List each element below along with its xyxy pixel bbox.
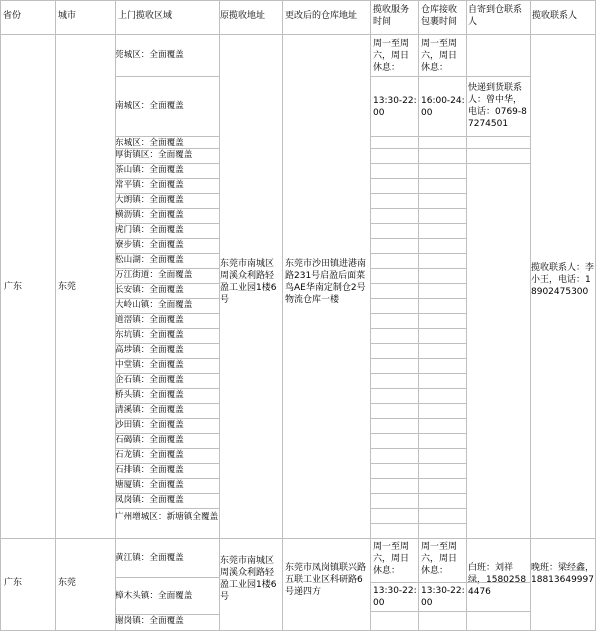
- block1-pickup-days: 周一至周六，周日休息：: [373, 39, 410, 73]
- grid-line: [370, 493, 466, 494]
- area-item: 塘厦镇：全面覆盖: [115, 480, 184, 490]
- grid-line: [115, 0, 116, 631]
- area-item: 石碣镇：全面覆盖: [115, 435, 184, 445]
- area-item: 石排镇：全面覆盖: [115, 465, 184, 475]
- area-item: 松山湖：全面覆盖: [115, 255, 184, 265]
- area-item: 万江街道：全面覆盖: [115, 270, 193, 280]
- grid-line: [115, 193, 219, 194]
- grid-line: [370, 178, 466, 179]
- grid-line: [466, 148, 530, 149]
- grid-line: [370, 582, 530, 583]
- grid-line: [115, 343, 219, 344]
- grid-line: [370, 388, 466, 389]
- grid-line: [115, 223, 219, 224]
- area-item: 中堂镇：全面覆盖: [115, 360, 184, 370]
- block2-pickup-contact: 晚班：梁经鑫，18813649997: [531, 563, 595, 585]
- grid-line: [370, 238, 466, 239]
- header-province: 省份: [3, 11, 22, 21]
- grid-line: [370, 298, 466, 299]
- area-item: 常平镇：全面覆盖: [115, 180, 184, 190]
- grid-line: [466, 0, 467, 631]
- area-item: 东城区：全面覆盖: [115, 138, 184, 148]
- grid-line: [370, 0, 371, 631]
- area-item: 东坑镇：全面覆盖: [115, 330, 184, 340]
- grid-line: [370, 523, 466, 524]
- grid-line: [115, 148, 219, 149]
- grid-line: [115, 577, 219, 578]
- grid-line: [219, 0, 220, 631]
- grid-line: [115, 418, 219, 419]
- grid-line: [466, 163, 530, 164]
- grid-line: [115, 508, 219, 509]
- header-self-contact: 自寄到仓联系人: [468, 5, 523, 27]
- area-item: 企石镇：全面覆盖: [115, 375, 184, 385]
- grid-line: [370, 478, 466, 479]
- grid-line: [115, 373, 219, 374]
- grid-line: [370, 76, 466, 77]
- grid-line: [370, 508, 466, 509]
- grid-line: [115, 448, 219, 449]
- grid-line: [370, 373, 466, 374]
- header-area: 上门揽收区域: [118, 11, 173, 21]
- grid-line: [0, 538, 596, 539]
- area-item: 凤岗镇：全面覆盖: [115, 495, 184, 505]
- block2-pickup-hours: 13:30-22:00: [373, 586, 417, 608]
- area-item: 高埗镇：全面覆盖: [115, 345, 184, 355]
- grid-line: [370, 313, 466, 314]
- block2-warehouse-days: 周一至周六，周日休息：: [421, 542, 458, 576]
- grid-line: [370, 448, 466, 449]
- grid-line: [115, 433, 219, 434]
- grid-line: [370, 223, 466, 224]
- grid-line: [370, 163, 466, 164]
- block2-self-contact: 白班：刘祥绿，15802584476: [468, 563, 527, 597]
- block1-province: 广东: [4, 282, 23, 292]
- header-warehouse-time: 仓库接收包裹时间: [421, 5, 458, 27]
- area-item: 横沥镇：全面覆盖: [115, 210, 184, 220]
- block1-orig-addr: 东莞市南城区周溪众利路轻盈工业园1楼6号: [220, 259, 277, 305]
- grid-line: [0, 0, 1, 631]
- grid-line: [115, 253, 219, 254]
- grid-line: [466, 76, 530, 77]
- header-pickup-time: 揽收服务时间: [373, 5, 410, 27]
- grid-line: [466, 136, 530, 137]
- block2-province: 广东: [4, 578, 23, 588]
- block2-pickup-days: 周一至周六，周日休息：: [373, 542, 410, 576]
- grid-line: [115, 614, 219, 615]
- area-item: 长安镇：全面覆盖: [115, 285, 184, 295]
- grid-line: [115, 238, 219, 239]
- grid-line: [115, 388, 219, 389]
- grid-line: [115, 268, 219, 269]
- block1-pickup-hours: 13:30-22:00: [373, 96, 417, 118]
- header-city: 城市: [58, 11, 77, 21]
- header-new-addr: 更改后的仓库地址: [285, 11, 358, 21]
- area-item: 石龙镇：全面覆盖: [115, 450, 184, 460]
- grid-line: [370, 283, 466, 284]
- grid-line: [115, 163, 219, 164]
- area-item: 道滘镇：全面覆盖: [115, 315, 184, 325]
- area-item: 桥头镇：全面覆盖: [115, 390, 184, 400]
- block1-new-addr: 东莞市沙田镇进港南路231号启盈后面菜鸟AE华南定制仓2号物流仓库一楼: [285, 259, 367, 305]
- grid-line: [115, 76, 219, 77]
- grid-line: [115, 283, 219, 284]
- area-item: 谢岗镇：全面覆盖: [115, 616, 184, 626]
- grid-line: [370, 136, 466, 137]
- grid-line: [370, 343, 466, 344]
- area-item: 厚街镇区：全面覆盖: [115, 150, 193, 160]
- area-item: 大朗镇：全面覆盖: [115, 195, 184, 205]
- area-item: 樟木头镇：全面覆盖: [115, 590, 193, 601]
- grid-line: [370, 328, 466, 329]
- block2-warehouse-hours: 13:30-22:00: [421, 586, 465, 608]
- grid-line: [370, 433, 466, 434]
- grid-line: [115, 178, 219, 179]
- grid-line: [115, 328, 219, 329]
- area-item: 虎门镇：全面覆盖: [115, 225, 184, 235]
- block1-warehouse-days: 周一至周六，周日休息：: [421, 39, 458, 73]
- grid-line: [0, 34, 596, 35]
- grid-line: [115, 358, 219, 359]
- area-item: 寮步镇：全面覆盖: [115, 240, 184, 250]
- area-item: 茶山镇：全面覆盖: [115, 165, 184, 175]
- block1-city: 东莞: [58, 282, 77, 292]
- grid-line: [370, 463, 466, 464]
- grid-line: [115, 298, 219, 299]
- grid-line: [55, 0, 56, 631]
- grid-line: [370, 148, 466, 149]
- area-item: 大岭山镇：全面覆盖: [115, 300, 193, 310]
- block1-warehouse-hours: 16:00-24:00: [421, 96, 465, 118]
- area-item: 清溪镇：全面覆盖: [115, 405, 184, 415]
- block1-pickup-contact: 揽收联系人：李小王，电话：18902475300: [531, 263, 595, 297]
- grid-line: [0, 0, 596, 1]
- block2-new-addr: 东莞市凤岗镇联兴路五联工业区科研路6号递四方: [285, 563, 367, 597]
- grid-line: [115, 478, 219, 479]
- header-orig-addr: 原揽收地址: [220, 11, 266, 21]
- grid-line: [115, 463, 219, 464]
- grid-line: [115, 493, 219, 494]
- area-item: 黄江镇：全面覆盖: [115, 552, 184, 563]
- block2-city: 东莞: [58, 578, 77, 588]
- grid-line: [115, 313, 219, 314]
- grid-line: [370, 611, 530, 612]
- area-item: 南城区：全面覆盖: [115, 101, 184, 111]
- area-item: 沙田镇：全面覆盖: [115, 420, 184, 430]
- grid-line: [418, 0, 419, 631]
- grid-line: [530, 0, 531, 631]
- grid-line: [115, 403, 219, 404]
- grid-line: [370, 418, 466, 419]
- header-pickup-contact: 揽收联系人: [532, 11, 578, 21]
- grid-line: [115, 136, 219, 137]
- grid-line: [115, 208, 219, 209]
- block2-orig-addr: 东莞市南城区周溪众利路轻盈工业园1楼6号: [220, 556, 277, 602]
- grid-line: [370, 403, 466, 404]
- grid-line: [370, 253, 466, 254]
- block1-self-contact: 快递到货联系人：曾中华，电话：0769-87274501: [468, 83, 527, 129]
- grid-line: [282, 0, 283, 631]
- grid-line: [370, 358, 466, 359]
- grid-line: [370, 208, 466, 209]
- area-item: 莞城区：全面覆盖: [115, 50, 184, 60]
- grid-line: [370, 268, 466, 269]
- area-item: 广州增城区：新塘镇全覆盖: [115, 512, 219, 522]
- grid-line: [370, 193, 466, 194]
